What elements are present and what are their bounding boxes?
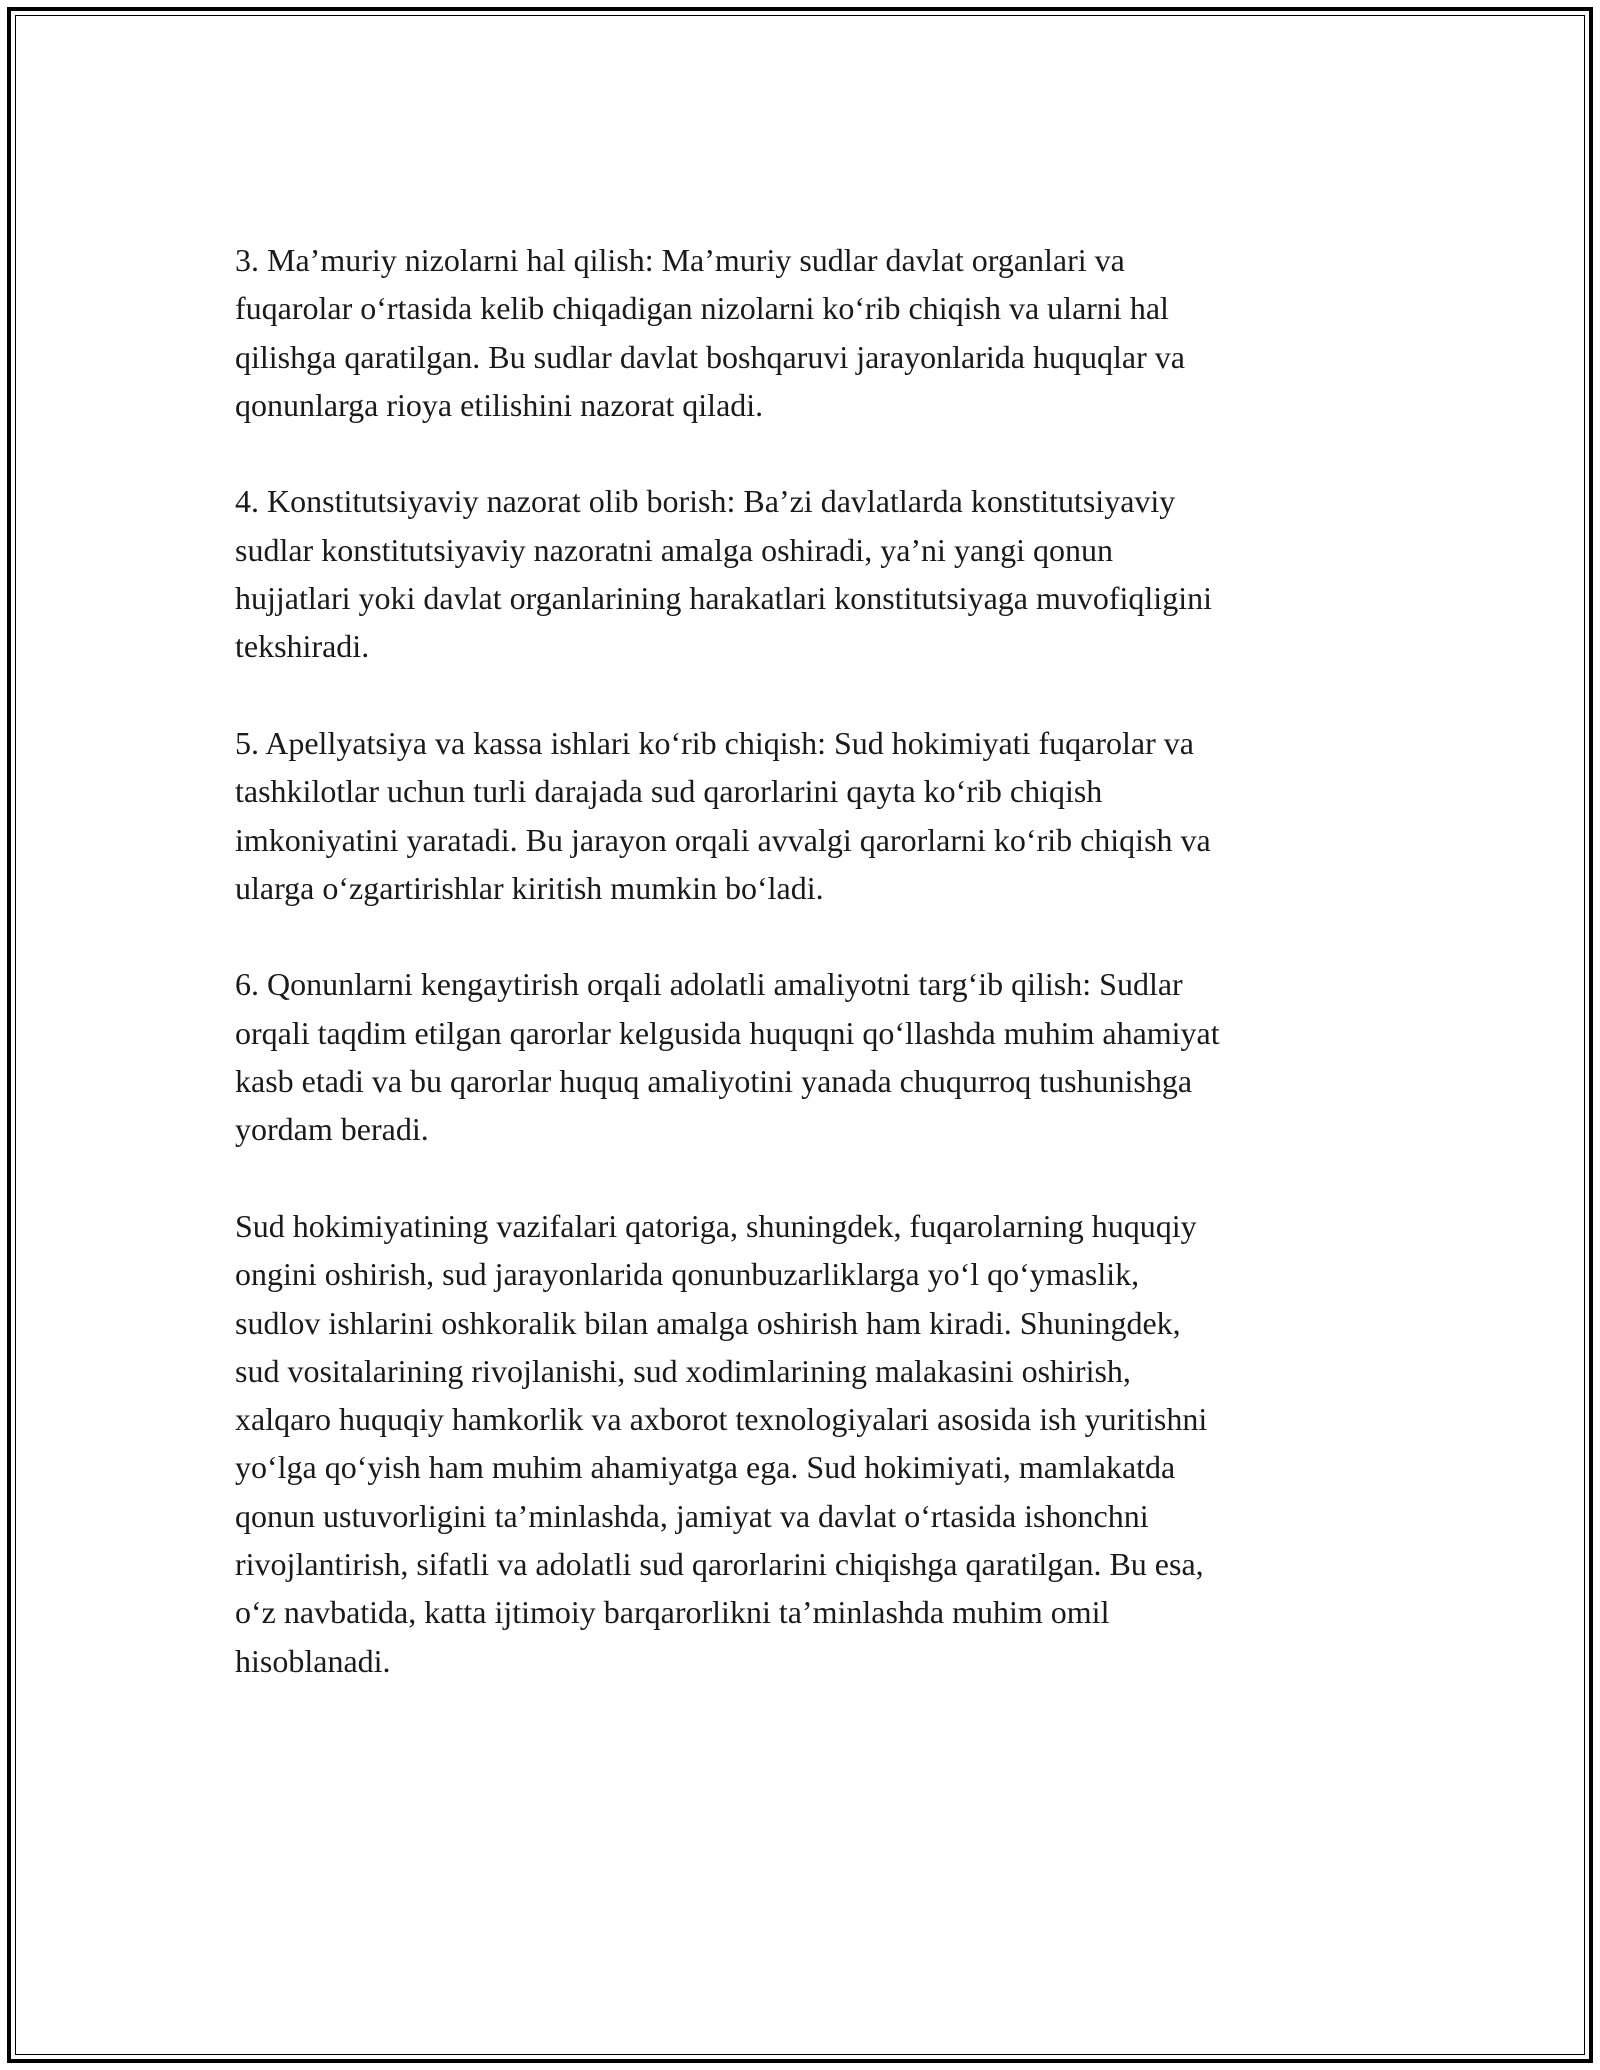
paragraph-appeal-cassation: 5. Apellyatsiya va kassa ishlari ko‘rib chiqish: Sud hokimiyati fuqarolar va tashkilotlar uchun turli darajada sud qarorlarini qayta ko‘rib chiqish imkoniyatini yaratadi. Bu jarayon orqali avvalgi qarorlarni ko‘rib chiqish va ularga o‘zgartirishlar kiritish mumkin bo‘ladi. (235, 724, 1211, 906)
paragraph-judicial-duties-summary: Sud hokimiyatining vazifalari qatoriga, shuningdek, fuqarolarning huquqiy ongini oshirish, sud jarayonlarida qonunbuzarliklarga yo‘l qo‘ymaslik, sudlov ishlarini oshkoralik bilan amalga oshirish ham kiradi. Shuningdek, sud vositalarining rivojlanishi, sud xodimlarining malakasini oshirish, xalqaro huquqiy hamkorlik va axborot texnologiyalari asosida ish yuritishni yo‘lga qo‘yish ham muhim ahamiyatga ega. Sud hokimiyati, mamlakatda qonun ustuvorligini ta’minlashda, jamiyat va davlat o‘rtasida ishonchni rivojlantirish, sifatli va adolatli sud qarorlarini chiqishga qaratilgan. Bu esa, o‘z navbatida, katta ijtimoiy barqarorlikni ta’minlashda muhim omil hisoblanadi. (235, 1207, 1208, 1679)
paragraph-constitutional-control: 4. Konstitutsiyaviy nazorat olib borish: Ba’zi davlatlarda konstitutsiyaviy sudlar konstitutsiyaviy nazoratni amalga oshiradi, ya’ni yangi qonun hujjatlari yoki davlat organlarining harakatlari konstitutsiyaga muvofiqligini tekshiradi. (235, 483, 1212, 665)
paragraph-administrative-disputes: 3. Ma’muriy nizolarni hal qilish: Ma’muriy sudlar davlat organlari va fuqarolar o‘rtasida kelib chiqadigan nizolarni ko‘rib chiqish va ularni hal qilishga qaratilgan. Bu sudlar davlat boshqaruvi jarayonlarida huquqlar va qonunlarga rioya etilishini nazorat qiladi. (235, 242, 1185, 423)
paragraph-fair-practice: 6. Qonunlarni kengaytirish orqali adolatli amaliyotni targ‘ib qilish: Sudlar orqali taqdim etilgan qarorlar kelgusida huquqni qo‘llashda muhim ahamiyat kasb etadi va bu qarorlar huquq amaliyotini yanada chuqurroq tushunishga yordam beradi. (235, 966, 1220, 1148)
document-body (235, 236, 1385, 1685)
